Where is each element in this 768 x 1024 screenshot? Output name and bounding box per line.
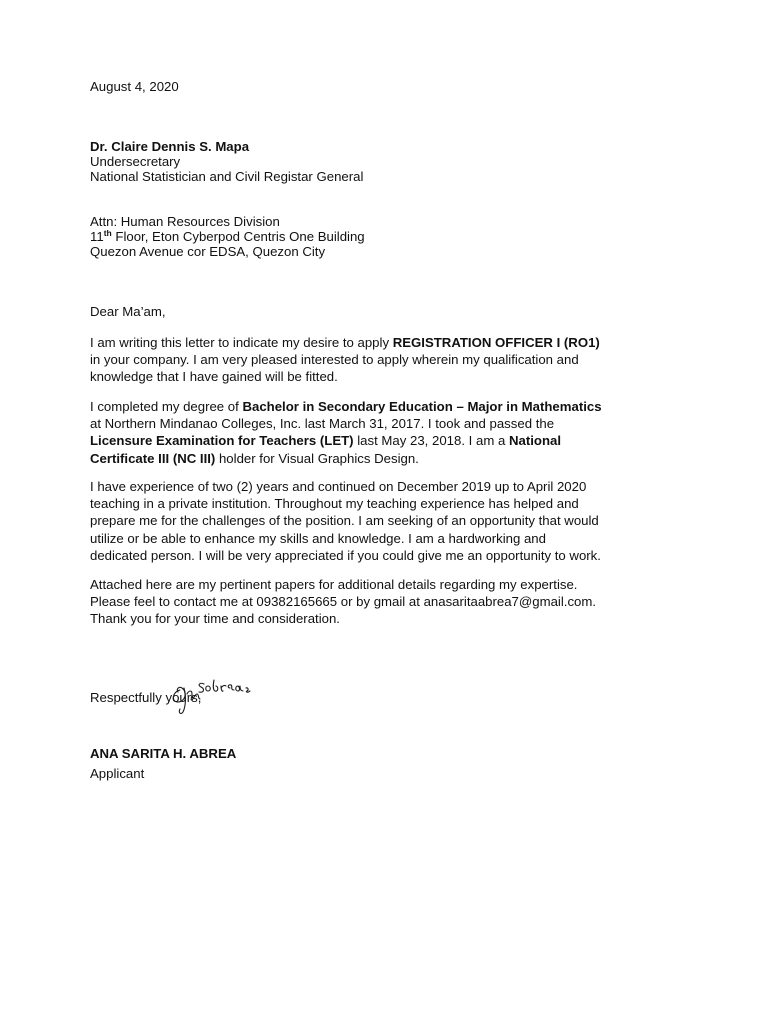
closing: Respectfully yours, <box>90 690 202 705</box>
handwritten-signature <box>168 672 258 716</box>
letter-date: August 4, 2020 <box>90 79 179 94</box>
recipient-position: Undersecretary <box>90 154 181 169</box>
paragraph-education: I completed my degree of Bachelor in Secondary Education – Major in Mathematics at Northern Mindanao Colleges, Inc. last March 31, 2017. I took and passed the Licensure Examination for Teachers (LET) last May 23, 2018. I am a National Certificate III (NC III) holder for Visual Graphics Design. <box>90 399 602 466</box>
recipient-name: Dr. Claire Dennis S. Mapa <box>90 139 250 154</box>
paragraph-contact: Attached here are my pertinent papers for additional details regarding my expertise. Please feel to contact me at 09382165665 or by gmail at anasaritaabrea7@gmail.com. Thank you for your time and consideration. <box>90 577 597 627</box>
salutation: Dear Ma’am, <box>90 304 166 319</box>
signatory-name: ANA SARITA H. ABREA <box>90 746 237 761</box>
paragraph-application: I am writing this letter to indicate my desire to apply REGISTRATION OFFICER I (RO1) in your company. I am very pleased interested to apply wherein my qualification and knowledge that I have gained will be fitted. <box>90 335 600 385</box>
paragraph-experience: I have experience of two (2) years and continued on December 2019 up to April 2020 teaching in a private institution. Throughout my teaching experience has helped and prepare me for the challenges of the position. I am seeking of an opportunity that would utilize or be able to enhance my skills and knowledge. I am a hardworking and dedicated person. I will be very appreciated if you could give me an opportunity to work. <box>90 479 601 563</box>
signatory-title: Applicant <box>90 766 145 781</box>
address-street: Quezon Avenue cor EDSA, Quezon City <box>90 244 326 259</box>
recipient-office: National Statistician and Civil Registar General <box>90 169 364 184</box>
address-attn: Attn: Human Resources Division <box>90 214 280 229</box>
address-building: 11th Floor, Eton Cyberpod Centris One Building <box>90 228 365 244</box>
